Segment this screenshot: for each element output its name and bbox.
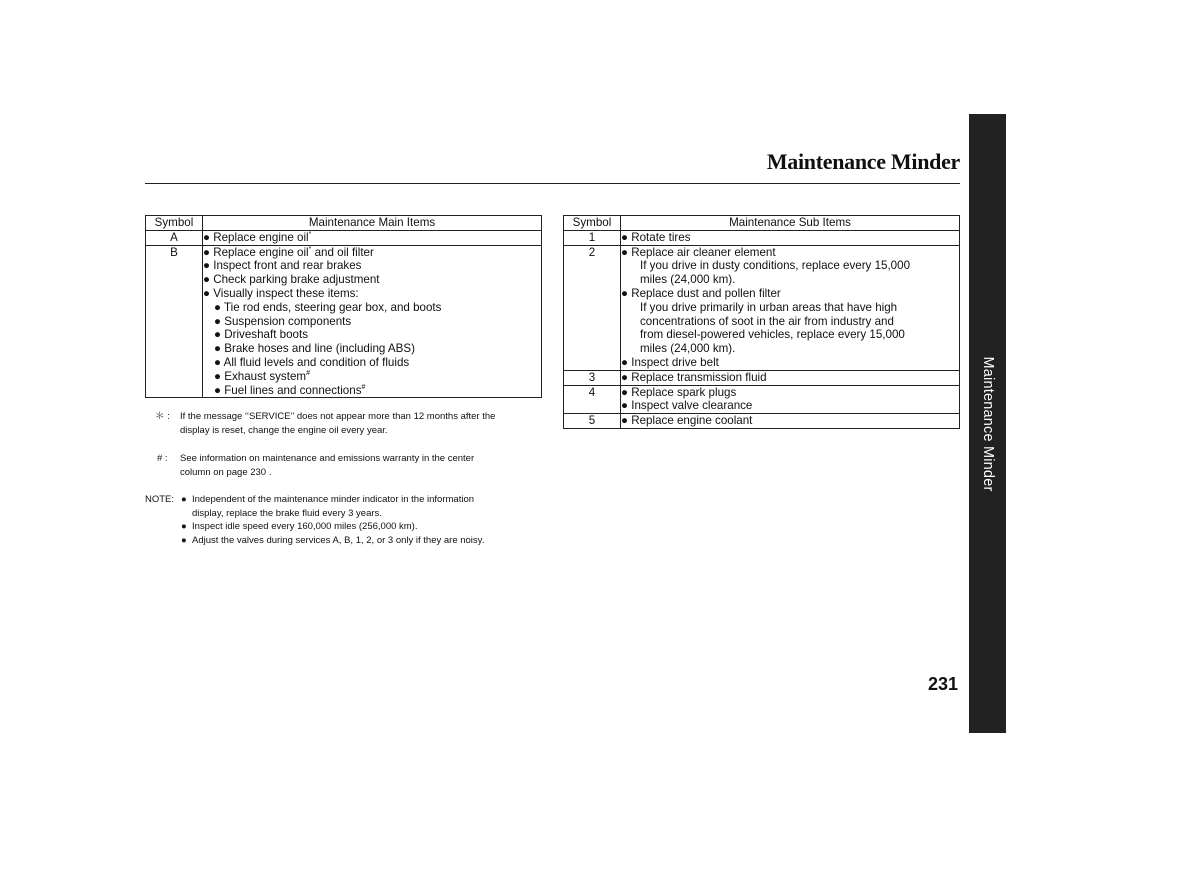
item-text: ● Rotate tires: [621, 230, 691, 244]
main-items-table: [145, 215, 542, 398]
row-items: [621, 230, 960, 245]
item-text: miles (24,000 km).: [640, 273, 736, 287]
item-line: [621, 231, 959, 245]
header-items: Maintenance Main Items: [203, 216, 542, 231]
table-row: [564, 385, 960, 414]
item-text: from diesel-powered vehicles, replace every 15,000: [640, 328, 905, 342]
item-text: ● Inspect drive belt: [621, 355, 719, 369]
note-label: NOTE:: [145, 494, 175, 505]
item-line: [203, 384, 541, 398]
item-line: [203, 342, 541, 356]
item-line: [621, 356, 959, 370]
page-number: 231: [927, 674, 958, 694]
table-row: [564, 370, 960, 385]
footnote-ref: #: [306, 369, 310, 377]
item-line: [621, 399, 959, 413]
item-text: ● All fluid levels and condition of fluids: [214, 355, 410, 369]
item-line: [621, 259, 959, 273]
sub-items-table: [563, 215, 960, 429]
table-header-row: [146, 216, 542, 231]
row-items: [203, 245, 542, 398]
item-text: ● Replace spark plugs: [621, 385, 737, 399]
item-text: ● Fuel lines and connections: [214, 383, 362, 397]
header-symbol: Symbol: [564, 216, 621, 231]
item-text: concentrations of soot in the air from industry and: [640, 314, 894, 328]
item-line: [621, 301, 959, 315]
item-line: [203, 356, 541, 370]
item-text: ● Driveshaft boots: [214, 328, 308, 342]
footnote-text-line: display is reset, change the engine oil every year.: [180, 425, 388, 436]
table-header-row: [564, 216, 960, 231]
table-row: [564, 230, 960, 245]
table-row: [146, 230, 542, 245]
item-line: [203, 315, 541, 329]
item-text: If you drive primarily in urban areas that have high: [640, 300, 898, 314]
item-text: ● Visually inspect these items:: [203, 286, 359, 300]
row-symbol: 1: [564, 230, 621, 245]
item-line: [203, 328, 541, 342]
footnote-mark: # :: [157, 453, 168, 464]
row-symbol: A: [146, 230, 203, 245]
item-text: ● Check parking brake adjustment: [203, 273, 380, 287]
item-line: [621, 342, 959, 356]
row-items: [621, 370, 960, 385]
row-items: [621, 414, 960, 429]
item-text: ● Exhaust system: [214, 369, 307, 383]
item-text: ● Replace dust and pollen filter: [621, 286, 781, 300]
item-line: [203, 259, 541, 273]
table-row: [564, 245, 960, 370]
item-text: If you drive in dusty conditions, replace every 15,000: [640, 259, 911, 273]
footnote-ref: *: [308, 230, 312, 238]
item-text-continued: and oil filter: [311, 245, 374, 259]
item-line: [621, 328, 959, 342]
item-line: [621, 315, 959, 329]
row-items: [621, 245, 960, 370]
item-text: ● Replace engine coolant: [621, 414, 753, 428]
item-line: [621, 273, 959, 287]
item-line: [621, 371, 959, 385]
footnote-mark: ＊ :: [155, 411, 170, 422]
item-line: [203, 370, 541, 384]
item-line: [203, 246, 541, 260]
side-tab-label: Maintenance Minder: [979, 356, 996, 492]
note-text-line: Adjust the valves during services A, B, 1, 2, or 3 only if they are noisy.: [192, 535, 485, 546]
item-text: ● Suspension components: [214, 314, 352, 328]
item-text: ● Replace air cleaner element: [621, 245, 776, 259]
row-symbol: 4: [564, 385, 621, 414]
item-line: [621, 287, 959, 301]
section-side-tab: [969, 114, 1006, 733]
footnote-text-line: column on page 230 .: [180, 467, 272, 478]
table-row: [146, 245, 542, 398]
footnote-ref: *: [308, 245, 312, 253]
item-text: ● Brake hoses and line (including ABS): [214, 342, 415, 356]
item-line: [203, 231, 541, 245]
title-rule: [145, 183, 960, 184]
header-items: Maintenance Sub Items: [621, 216, 960, 231]
item-line: [203, 273, 541, 287]
row-items: [621, 385, 960, 414]
item-text: ● Tie rod ends, steering gear box, and boots: [214, 300, 442, 314]
page-title: Maintenance Minder: [766, 149, 960, 174]
note-bullet: ●: [181, 535, 187, 546]
note-text-line: Independent of the maintenance minder indicator in the information: [192, 494, 475, 505]
item-line: [203, 301, 541, 315]
note-text-line: Inspect idle speed every 160,000 miles (256,000 km).: [192, 521, 418, 532]
note-text-line: display, replace the brake fluid every 3 years.: [192, 508, 382, 519]
header-symbol: Symbol: [146, 216, 203, 231]
footnote-text-line: If the message ‘‘SERVICE’’ does not appear more than 12 months after the: [180, 411, 496, 422]
item-line: [621, 386, 959, 400]
item-line: [621, 414, 959, 428]
item-text: ● Replace engine oil: [203, 230, 309, 244]
note-bullet: ●: [181, 494, 187, 505]
item-text: ● Inspect valve clearance: [621, 399, 753, 413]
footnote-text-line: See information on maintenance and emissions warranty in the center: [180, 453, 475, 464]
row-symbol: B: [146, 245, 203, 398]
item-line: [203, 287, 541, 301]
table-row: [564, 414, 960, 429]
item-line: [621, 246, 959, 260]
item-text: ● Replace engine oil: [203, 245, 309, 259]
row-items: [203, 230, 542, 245]
item-text: ● Inspect front and rear brakes: [203, 259, 362, 273]
row-symbol: 2: [564, 245, 621, 370]
row-symbol: 5: [564, 414, 621, 429]
row-symbol: 3: [564, 370, 621, 385]
item-text: ● Replace transmission fluid: [621, 370, 767, 384]
footnote-ref: #: [361, 383, 366, 391]
note-bullet: ●: [181, 521, 187, 532]
item-text: miles (24,000 km).: [640, 342, 736, 356]
